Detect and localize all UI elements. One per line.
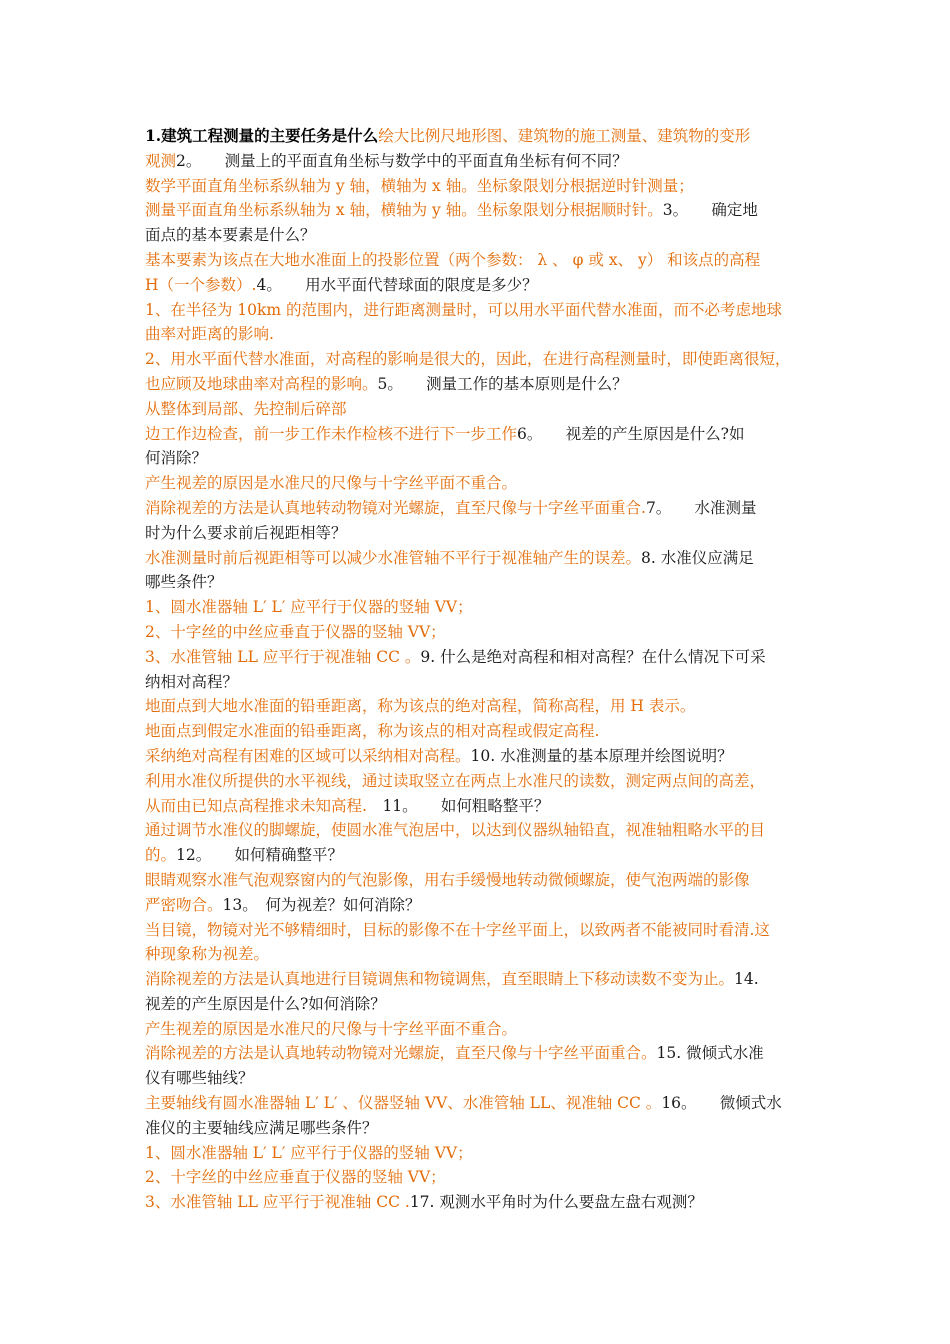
text-line	[145, 818, 815, 843]
text-line	[145, 719, 815, 744]
answer-text: 测量平面直角坐标系纵轴为 x 轴，横轴为 y 轴。坐标象限划分根据顺时针。	[145, 201, 663, 220]
question-text: 17. 观测水平角时为什么要盘左盘右观测？	[409, 1193, 703, 1212]
question-text: 仪有哪些轴线？	[145, 1069, 254, 1088]
answer-text: 主要轴线有圆水准器轴 L′ L′ 、仪器竖轴 VV、水准管轴 LL、视准轴 CC 。	[145, 1094, 662, 1113]
question-text: 准仪的主要轴线应满足哪些条件？	[145, 1118, 378, 1137]
text-line	[145, 992, 815, 1017]
question-text: 16。 微倾式水	[661, 1094, 782, 1113]
text-line	[145, 1041, 815, 1066]
question-text: 13。 何为视差？如何消除？	[222, 895, 421, 914]
question-text: 视差的产生原因是什么?如何消除？	[145, 994, 386, 1013]
answer-text: 从整体到局部、先控制后碎部	[145, 399, 347, 418]
question-heading: 1.建筑工程测量的主要任务是什么	[145, 126, 379, 145]
answer-text: 通过调节水准仪的脚螺旋，使圆水准气泡居中，以达到仪器纵轴铅直，视准轴粗略水平的目	[145, 821, 766, 840]
answer-text: 利用水准仪所提供的水平视线，通过读取竖立在两点上水准尺的读数，测定两点间的高差，	[145, 771, 766, 790]
answer-text: 水准测量时前后视距相等可以减少水准管轴不平行于视准轴产生的误差。	[145, 548, 642, 567]
text-line	[145, 223, 815, 248]
answer-text: 的。	[145, 846, 177, 865]
answer-text: 也应顾及地球曲率对高程的影响。	[145, 374, 378, 393]
text-line	[145, 347, 815, 372]
answer-text: 地面点到大地水准面的铅垂距离，称为该点的绝对高程，简称高程，用 H 表示。	[145, 697, 696, 716]
text-line	[145, 198, 815, 223]
text-line	[145, 273, 815, 298]
question-text: 6。 视差的产生原因是什么?如	[517, 424, 745, 443]
question-text: 5。 测量工作的基本原则是什么？	[377, 374, 628, 393]
text-line	[145, 645, 815, 670]
question-text: 9. 什么是绝对高程和相对高程？在什么情况下可采	[420, 647, 766, 666]
answer-text: 1、在半径为 10km 的范围内，进行距离测量时，可以用水平面代替水准面，而不必考虑地球	[145, 300, 783, 319]
text-line	[145, 149, 815, 174]
text-line	[145, 397, 815, 422]
text-line	[145, 769, 815, 794]
answer-text: 2、用水平面代替水准面，对高程的影响是很大的，因此，在进行高程测量时，即使距离很短，	[145, 350, 791, 369]
question-text: 4。 用水平面代替球面的限度是多少？	[256, 275, 538, 294]
text-line	[145, 843, 815, 868]
answer-text: 曲率对距离的影响.	[145, 325, 274, 344]
answer-text: H（一个参数）.	[145, 275, 257, 294]
question-text: 7。 水准测量	[645, 498, 757, 517]
text-line	[145, 298, 815, 323]
answer-text: 边工作边检查，前一步工作未作检核不进行下一步工作	[145, 424, 518, 443]
question-text: 哪些条件？	[145, 573, 223, 592]
answer-text: 1、圆水准器轴 L′ L′ 应平行于仪器的竖轴 VV；	[145, 1143, 473, 1162]
text-line	[145, 967, 815, 992]
answer-text: 采纳绝对高程有困难的区域可以采纳相对高程。	[145, 746, 471, 765]
text-line	[145, 446, 815, 471]
document-body	[145, 124, 815, 1215]
text-line	[145, 1066, 815, 1091]
answer-text: 观测	[145, 151, 177, 170]
text-line	[145, 942, 815, 967]
answer-text: 2、十字丝的中丝应垂直于仪器的竖轴 VV；	[145, 622, 446, 641]
text-line	[145, 322, 815, 347]
answer-text: 眼睛观察水准气泡观察窗内的气泡影像，用右手缓慢地转动微倾螺旋，使气泡两端的影像	[145, 870, 750, 889]
answer-text: 产生视差的原因是水准尺的尺像与十字丝平面不重合。	[145, 1019, 518, 1038]
text-line	[145, 794, 815, 819]
answer-text: 3、水准管轴 LL 应平行于视准轴 CC 。	[145, 647, 421, 666]
answer-text: 当目镜，物镜对光不够精细时，目标的影像不在十字丝平面上，以致两者不能被同时看清.这	[145, 920, 770, 939]
answer-text: 绘大比例尺地形图、建筑物的施工测量、建筑物的变形	[378, 127, 751, 145]
text-line	[145, 744, 815, 769]
question-text: 11。 如何粗略整平？	[366, 796, 550, 815]
text-line	[145, 1165, 815, 1190]
text-line	[145, 174, 815, 199]
question-text: 面点的基本要素是什么？	[145, 226, 316, 245]
text-line	[145, 1141, 815, 1166]
question-text: 12。 如何精确整平？	[176, 846, 343, 865]
question-text: 纳相对高程？	[145, 672, 239, 691]
text-line	[145, 570, 815, 595]
text-line	[145, 893, 815, 918]
text-line	[145, 918, 815, 943]
answer-text: 消除视差的方法是认真地转动物镜对光螺旋，直至尺像与十字丝平面重合.	[145, 498, 646, 517]
answer-text: 数学平面直角坐标系纵轴为 y 轴，横轴为 x 轴。坐标象限划分根据逆时针测量；	[145, 176, 694, 195]
answer-text: 3、水准管轴 LL 应平行于视准轴 CC .	[145, 1193, 410, 1212]
text-line	[145, 595, 815, 620]
text-line	[145, 471, 815, 496]
text-line	[145, 124, 815, 149]
text-line	[145, 248, 815, 273]
text-line	[145, 521, 815, 546]
answer-text: 严密吻合。	[145, 895, 223, 914]
answer-text: 产生视差的原因是水准尺的尺像与十字丝平面不重合。	[145, 474, 518, 493]
question-text: 10. 水准测量的基本原理并绘图说明？	[470, 746, 733, 765]
answer-text: 消除视差的方法是认真地转动物镜对光螺旋，直至尺像与十字丝平面重合。	[145, 1044, 657, 1063]
answer-text: 基本要素为该点在大地水准面上的投影位置（两个参数： λ 、 φ 或 x、 y） 和该点的高程	[145, 250, 761, 269]
text-line	[145, 1091, 815, 1116]
question-text: 何消除？	[145, 449, 208, 468]
answer-text: 种现象称为视差。	[145, 945, 270, 964]
text-line	[145, 868, 815, 893]
text-line	[145, 1017, 815, 1042]
question-text: 2。 测量上的平面直角坐标与数学中的平面直角坐标有何不同？	[176, 151, 628, 170]
answer-text: 地面点到假定水准面的铅垂距离，称为该点的相对高程或假定高程.	[145, 722, 600, 741]
text-line	[145, 1190, 815, 1215]
text-line	[145, 546, 815, 571]
question-text: 时为什么要求前后视距相等？	[145, 523, 347, 542]
text-line	[145, 1116, 815, 1141]
question-text: 15. 微倾式水准	[656, 1044, 764, 1063]
answer-text: 从而由已知点高程推求未知高程.	[145, 796, 367, 815]
answer-text: 消除视差的方法是认真地进行目镜调焦和物镜调焦，直至眼睛上下移动读数不变为止。	[145, 970, 735, 989]
text-line	[145, 372, 815, 397]
question-text: 3。 确定地	[662, 201, 758, 220]
text-line	[145, 670, 815, 695]
question-text: 14.	[734, 970, 759, 989]
text-line	[145, 694, 815, 719]
text-line	[145, 422, 815, 447]
text-line	[145, 620, 815, 645]
answer-text: 2、十字丝的中丝应垂直于仪器的竖轴 VV；	[145, 1168, 446, 1187]
text-line	[145, 496, 815, 521]
answer-text: 1、圆水准器轴 L′ L′ 应平行于仪器的竖轴 VV；	[145, 598, 473, 617]
question-text: 8. 水准仪应满足	[641, 548, 754, 567]
